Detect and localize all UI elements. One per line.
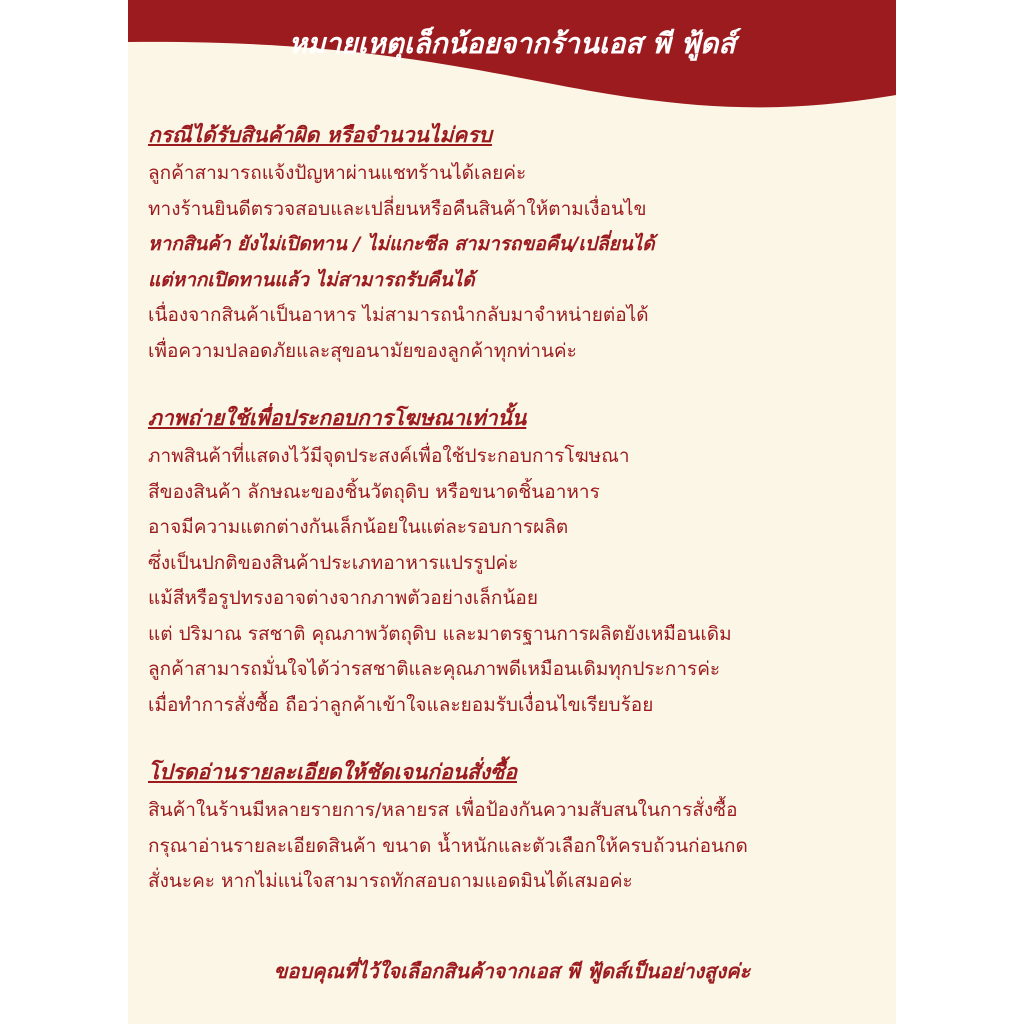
section-body-read-details [148,793,888,900]
notice-line: ซึ่งเป็นปกติของสินค้าประเภทอาหารแปรรูปค่ะ [148,551,519,574]
notice-poster [128,0,896,1024]
notice-line: อาจมีความแตกต่างกันเล็กน้อยในแต่ละรอบการผลิต [148,516,569,538]
closing-message: ขอบคุณที่ไว้ใจเลือกสินค้าจากเอส พี ฟู้ดส์เป็นอย่างสูงค่ะ [273,959,751,983]
section-title-photos: ภาพถ่ายใช้เพื่อประกอบการโฆษณาเท่านั้น [148,406,527,430]
notice-body [148,120,888,900]
section-body-wrong-item [148,156,888,369]
notice-line: สีของสินค้า ลักษณะของชิ้นวัตถุดิบ หรือขนาดชิ้นอาหาร [148,480,600,503]
notice-line: แม้สีหรือรูปทรงอาจต่างจากภาพตัวอย่างเล็กน้อย [148,587,538,609]
notice-line: ลูกค้าสามารถแจ้งปัญหาผ่านแชทร้านได้เลยค่ะ [148,162,527,184]
notice-line: กรุณาอ่านรายละเอียดสินค้า ขนาด น้ำหนักและตัวเลือกให้ครบถ้วนก่อนกด [148,834,748,857]
notice-line: เนื่องจากสินค้าเป็นอาหาร ไม่สามารถนำกลับมาจำหน่ายต่อได้ [148,304,649,326]
notice-line: สินค้าในร้านมีหลายรายการ/หลายรส เพื่อป้องกันความสับสนในการสั่งซื้อ [148,799,738,821]
notice-line-emphasis: หากสินค้า ยังไม่เปิดทาน / ไม่แกะซีล สามารถขอคืน/เปลี่ยนได้ [148,233,655,255]
section-title-read-details: โปรดอ่านรายละเอียดให้ชัดเจนก่อนสั่งซื้อ [148,760,517,784]
notice-line: แต่ ปริมาณ รสชาติ คุณภาพวัตถุดิบ และมาตรฐานการผลิตยังเหมือนเดิม [148,622,732,645]
notice-line: ลูกค้าสามารถมั่นใจได้ว่ารสชาติและคุณภาพดีเหมือนเดิมทุกประการค่ะ [148,658,721,680]
notice-line: เพื่อความปลอดภัยและสุขอนามัยของลูกค้าทุกท่านค่ะ [148,339,577,362]
notice-line: สั่งนะคะ หากไม่แน่ใจสามารถทักสอบถามแอดมินได้เสมอค่ะ [148,870,633,892]
notice-line: ภาพสินค้าที่แสดงไว้มีจุดประสงค์เพื่อใช้ประกอบการโฆษณา [148,445,630,467]
section-title-wrong-item: กรณีได้รับสินค้าผิด หรือจำนวนไม่ครบ [148,123,492,147]
notice-line-emphasis: แต่หากเปิดทานแล้ว ไม่สามารถรับคืนได้ [148,268,475,291]
section-body-photos [148,439,888,723]
notice-line: ทางร้านยินดีตรวจสอบและเปลี่ยนหรือคืนสินค้าให้ตามเงื่อนไข [148,197,647,220]
page-title: หมายเหตุเล็กน้อยจากร้านเอส พี ฟู้ดส์ [288,27,736,60]
notice-line: เมื่อทำการสั่งซื้อ ถือว่าลูกค้าเข้าใจและยอมรับเงื่อนไขเรียบร้อย [148,693,654,716]
